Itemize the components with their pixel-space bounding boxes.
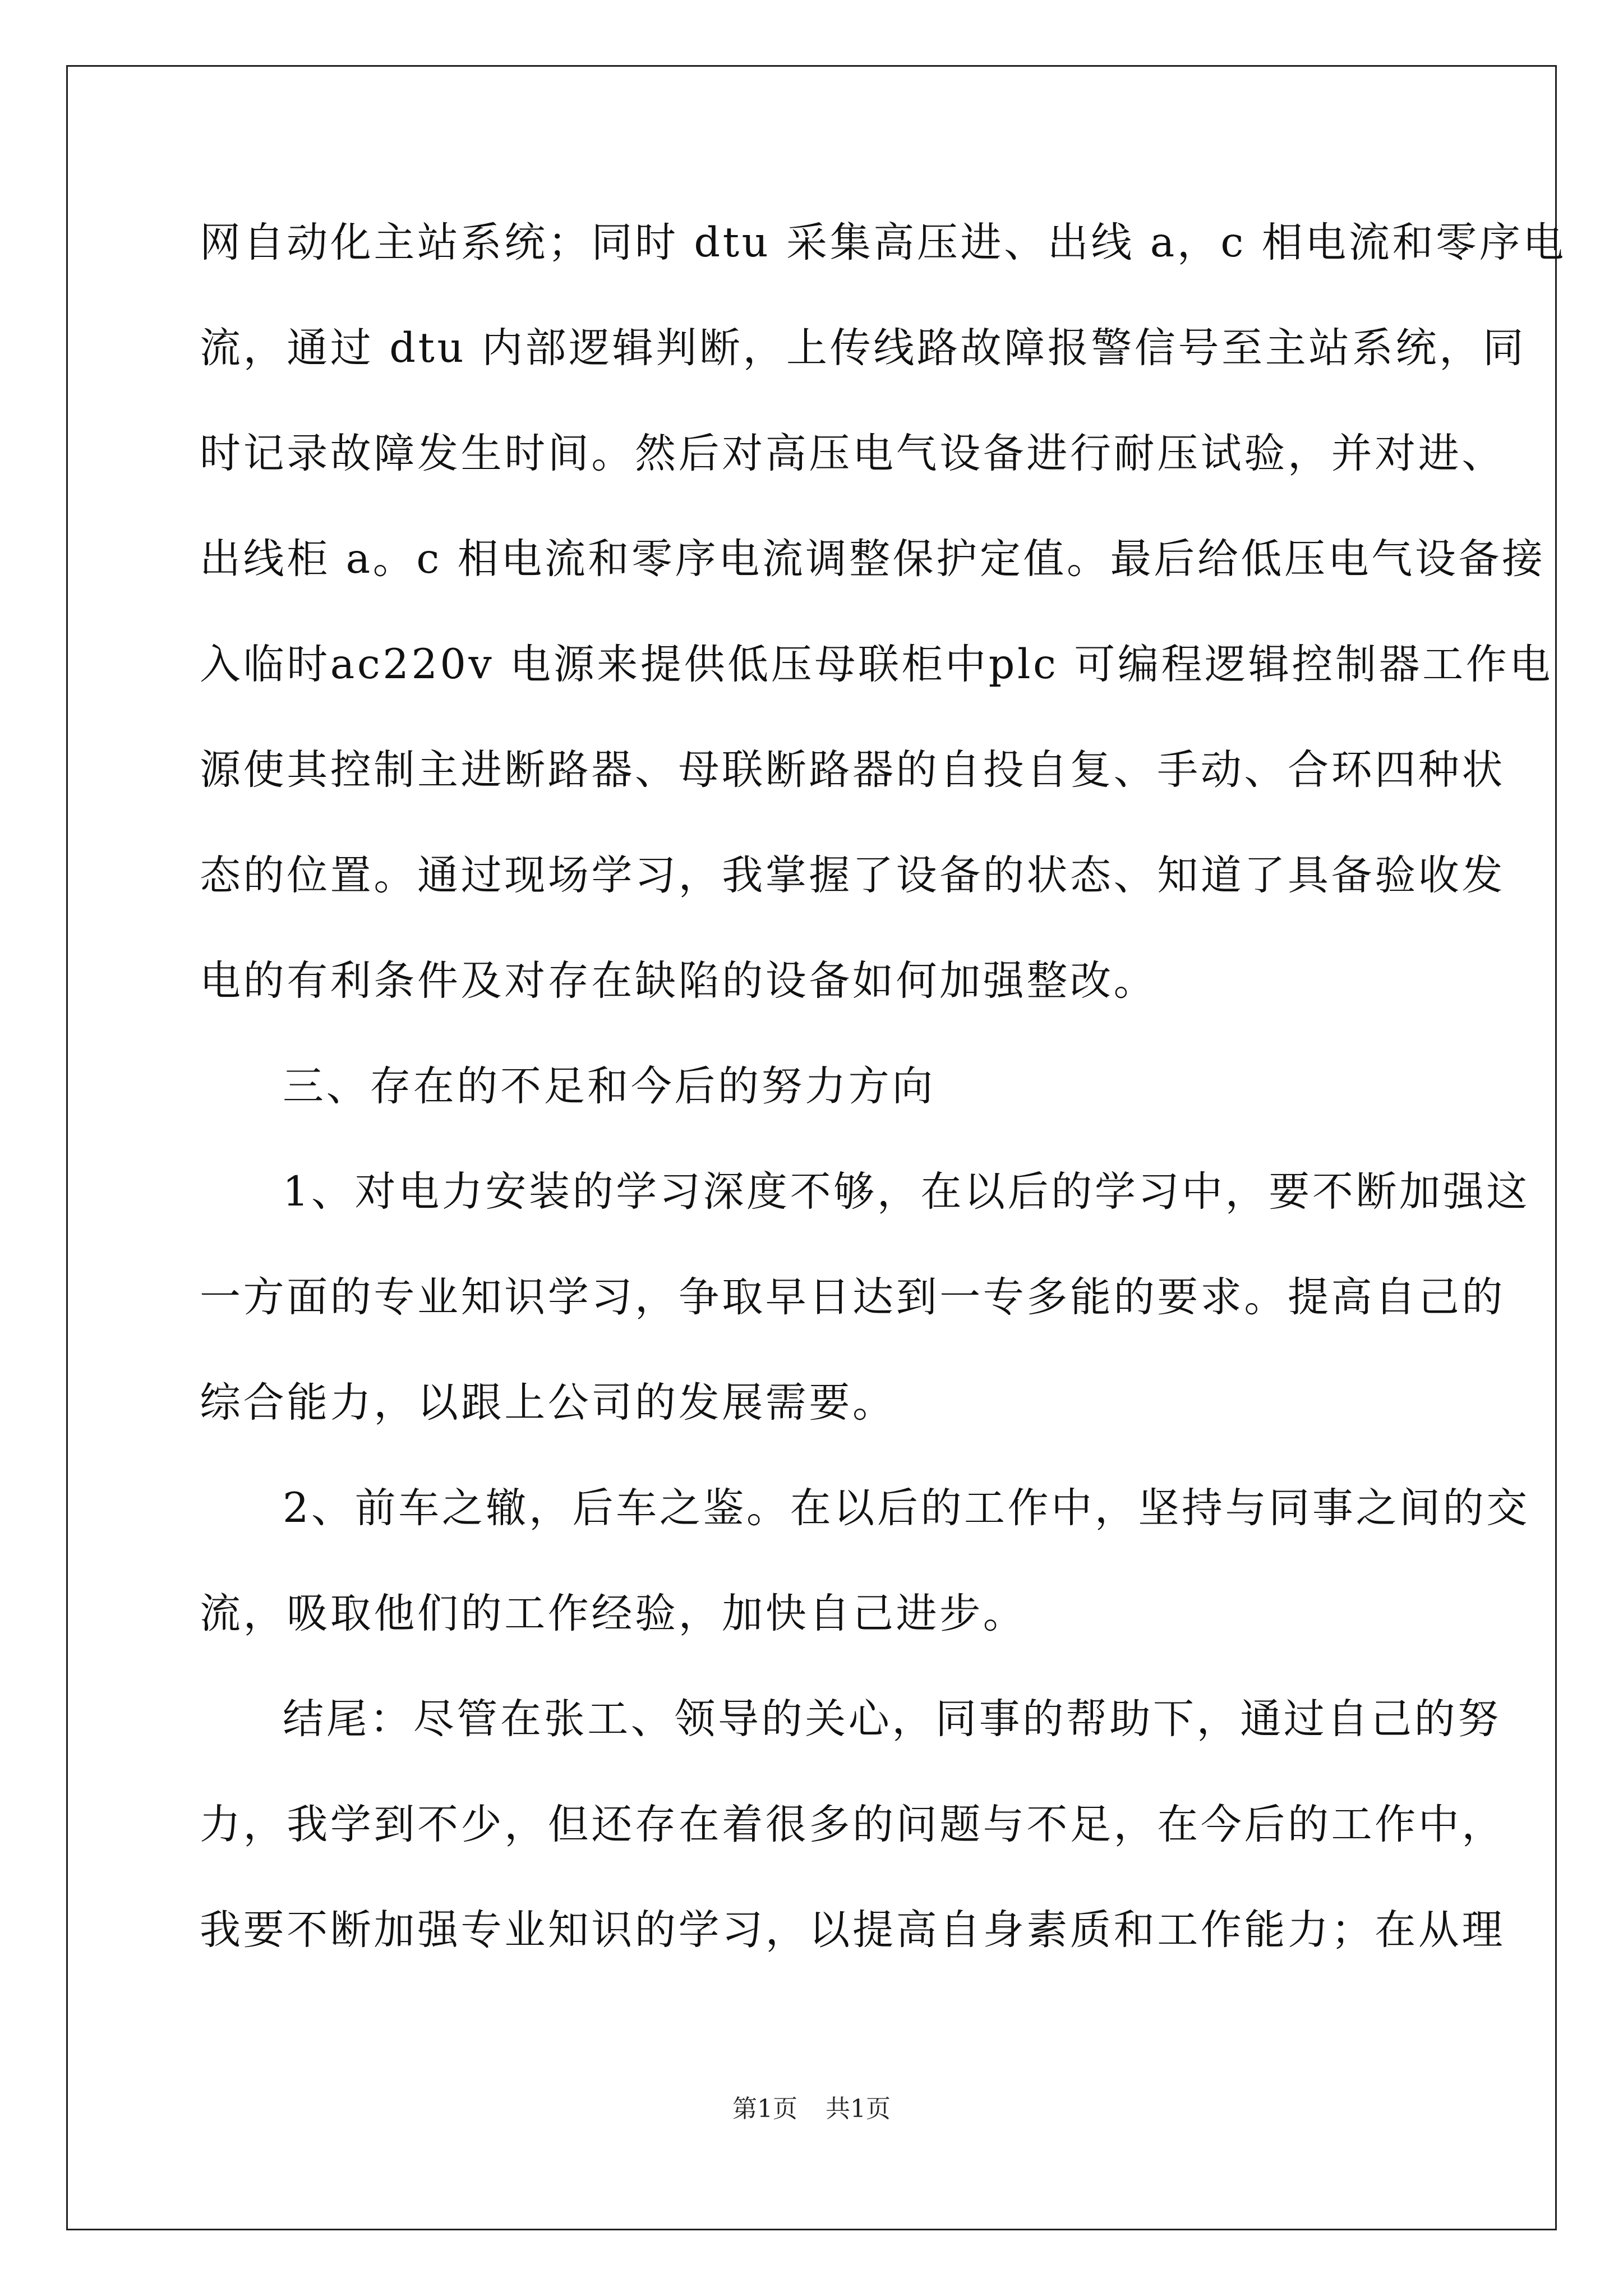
text-line: 入临时ac220v 电源来提供低压母联柜中plc 可编程逻辑控制器工作电 bbox=[200, 641, 1553, 688]
text-line: 流，通过 dtu 内部逻辑判断，上传线路故障报警信号至主站系统，同 bbox=[200, 324, 1527, 372]
text-line: 我要不断加强专业知识的学习，以提高自身素质和工作能力；在从理 bbox=[200, 1906, 1505, 1954]
text-line: 一方面的专业知识学习，争取早日达到一专多能的要求。提高自己的 bbox=[200, 1273, 1505, 1321]
text-line: 2、前车之辙，后车之鉴。在以后的工作中，坚持与同事之间的交 bbox=[283, 1484, 1530, 1532]
text-line: 流，吸取他们的工作经验，加快自己进步。 bbox=[200, 1590, 1027, 1637]
text-line: 时记录故障发生时间。然后对高压电气设备进行耐压试验，并对进、 bbox=[200, 430, 1505, 477]
text-line: 三、存在的不足和今后的努力方向 bbox=[283, 1062, 935, 1110]
text-line: 网自动化主站系统；同时 dtu 采集高压进、出线 a，c 相电流和零序电 bbox=[200, 219, 1566, 266]
page-total: 共1页 bbox=[826, 2095, 891, 2123]
text-line: 1、对电力安装的学习深度不够，在以后的学习中，要不断加强这 bbox=[283, 1168, 1530, 1216]
text-line: 源使其控制主进断路器、母联断路器的自投自复、手动、合环四种状 bbox=[200, 746, 1505, 794]
text-line: 出线柜 a。c 相电流和零序电流调整保护定值。最后给低压电气设备接 bbox=[200, 535, 1546, 583]
text-line: 综合能力，以跟上公司的发展需要。 bbox=[200, 1379, 896, 1427]
document-body bbox=[200, 213, 1566, 2006]
page-number: 第1页 bbox=[732, 2095, 797, 2123]
text-line: 态的位置。通过现场学习，我掌握了设备的状态、知道了具备验收发 bbox=[200, 852, 1505, 899]
text-line: 结尾：尽管在张工、领导的关心，同事的帮助下，通过自己的努 bbox=[283, 1695, 1501, 1743]
text-line: 力，我学到不少，但还存在着很多的问题与不足，在今后的工作中， bbox=[200, 1801, 1505, 1848]
text-line: 电的有利条件及对存在缺陷的设备如何加强整改。 bbox=[200, 957, 1158, 1005]
page-footer bbox=[0, 2092, 1623, 2126]
